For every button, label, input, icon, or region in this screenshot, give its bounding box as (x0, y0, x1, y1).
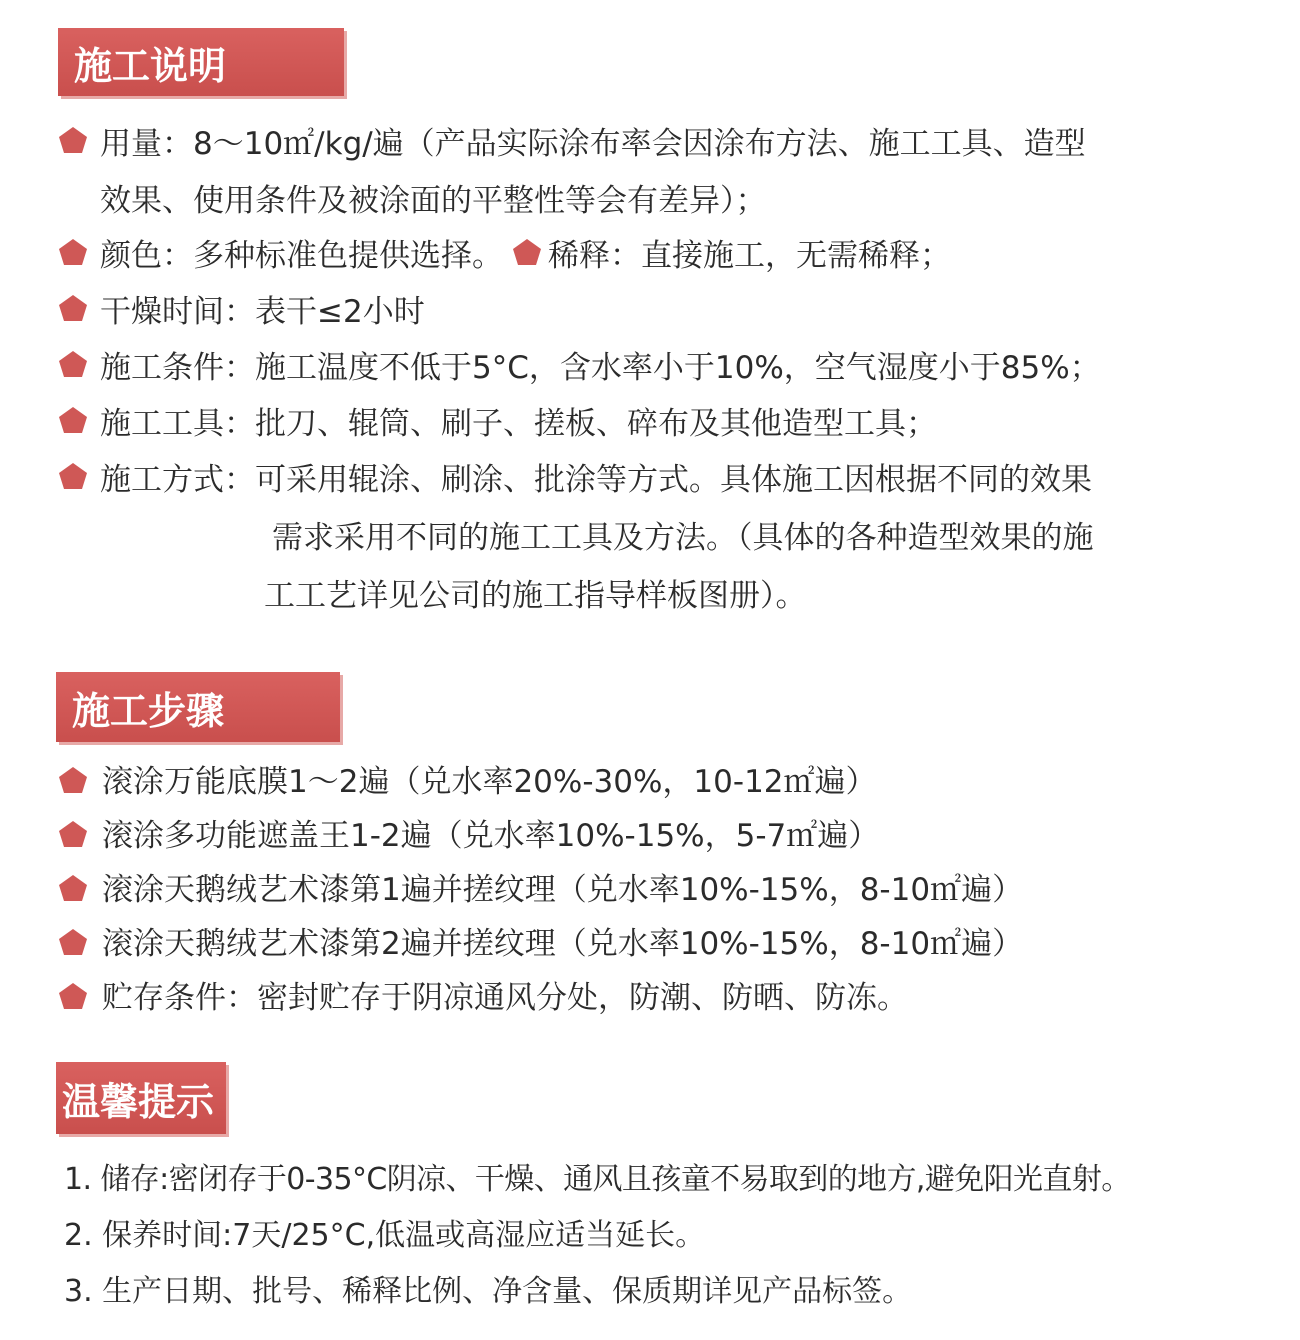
step-item: 滚涂多功能遮盖王1-2遍（兑水率10%-15%，5-7㎡遍） (102, 818, 880, 854)
pentagon-bullet-icon (58, 820, 88, 848)
step-item: 滚涂天鹅绒艺术漆第1遍并搓纹理（兑水率10%-15%，8-10㎡遍） (102, 872, 1024, 908)
pentagon-bullet-icon (58, 766, 88, 794)
section-title-text: 施工说明 (74, 43, 227, 88)
storage-condition-line: 贮存条件：密封贮存于阴凉通风分处，防潮、防晒、防冻。 (102, 980, 908, 1016)
method-line-continued: 需求采用不同的施工工具及方法。（具体的各种造型效果的施 (272, 520, 1094, 556)
pentagon-bullet-icon (58, 406, 88, 434)
pentagon-bullet-icon (58, 462, 88, 490)
pentagon-bullet-icon (58, 928, 88, 956)
pentagon-bullet-icon (512, 238, 542, 266)
color-line: 颜色：多种标准色提供选择。 (100, 238, 503, 274)
step-item: 滚涂万能底膜1～2遍（兑水率20%-30%，10-12㎡遍） (102, 764, 877, 800)
section-title-tips (56, 1062, 226, 1134)
step-item: 滚涂天鹅绒艺术漆第2遍并搓纹理（兑水率10%-15%，8-10㎡遍） (102, 926, 1024, 962)
section-title-text: 温馨提示 (62, 1079, 215, 1124)
pentagon-bullet-icon (58, 350, 88, 378)
tip-item: 3. 生产日期、批号、稀释比例、净含量、保质期详见产品标签。 (64, 1274, 913, 1309)
tip-item: 1. 储存:密闭存于0-35°C阴凉、干燥、通风且孩童不易取到的地方,避免阳光直射。 (64, 1162, 1131, 1197)
method-line-continued-2: 工工艺详见公司的施工指导样板图册）。 (264, 578, 807, 614)
dilution-line: 稀释：直接施工，无需稀释； (548, 238, 951, 274)
method-line: 施工方式：可采用辊涂、刷涂、批涂等方式。具体施工因根据不同的效果 (100, 462, 1092, 498)
conditions-line: 施工条件：施工温度不低于5°C，含水率小于10%，空气湿度小于85%； (100, 350, 1101, 386)
section-title-text: 施工步骤 (72, 688, 225, 733)
pentagon-bullet-icon (58, 238, 88, 266)
drying-time-line: 干燥时间：表干≤2小时 (100, 294, 425, 330)
pentagon-bullet-icon (58, 126, 88, 154)
tools-line: 施工工具：批刀、辊筒、刷子、搓板、碎布及其他造型工具； (100, 406, 937, 442)
pentagon-bullet-icon (58, 874, 88, 902)
pentagon-bullet-icon (58, 294, 88, 322)
section-title-instructions (58, 28, 344, 96)
usage-line-continued: 效果、使用条件及被涂面的平整性等会有差异）； (100, 183, 767, 219)
usage-line: 用量：8～10㎡/kg/遍（产品实际涂布率会因涂布方法、施工工具、造型 (100, 126, 1086, 162)
pentagon-bullet-icon (58, 982, 88, 1010)
section-title-steps (56, 672, 340, 742)
tip-item: 2. 保养时间:7天/25°C,低温或高湿应适当延长。 (64, 1218, 706, 1253)
